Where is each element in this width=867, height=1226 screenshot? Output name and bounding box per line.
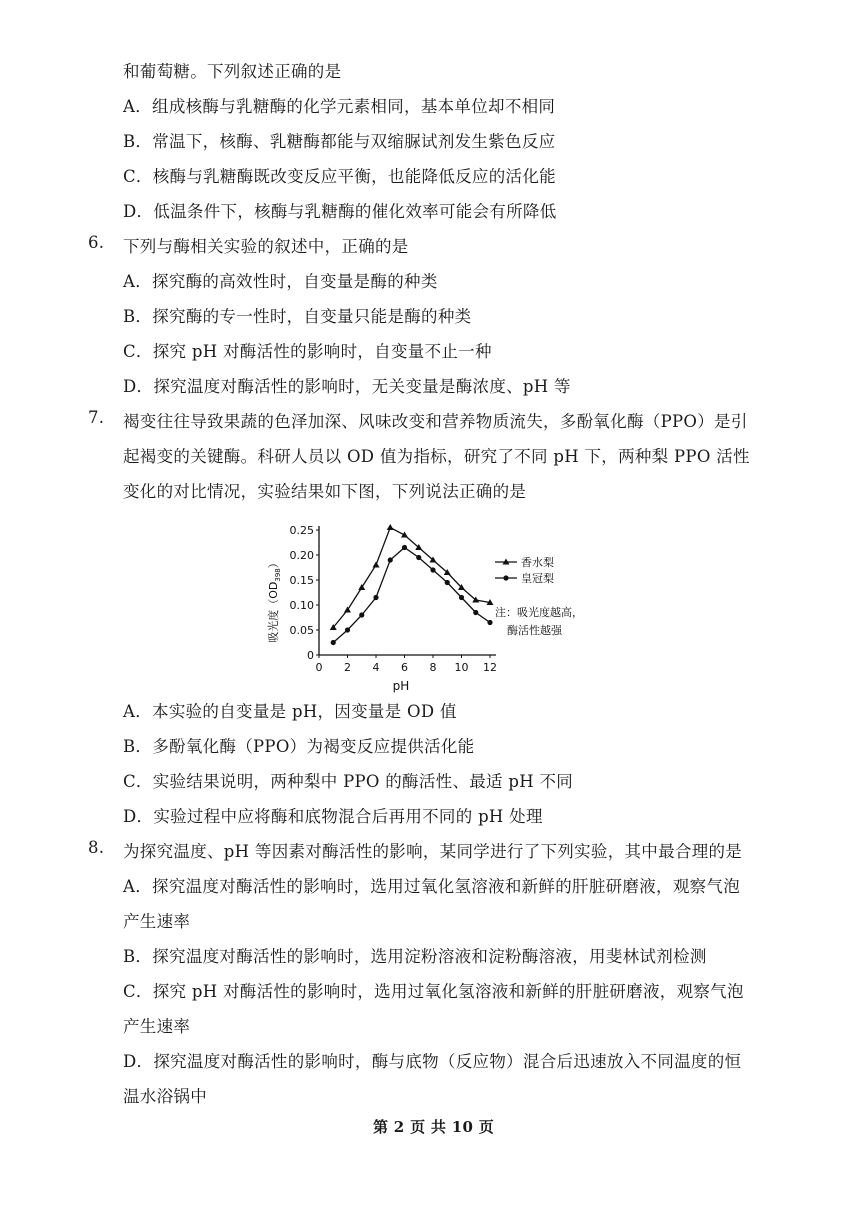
data-point bbox=[373, 595, 378, 600]
series-line bbox=[333, 528, 490, 628]
q5-option-c: C．核酶与乳糖酶既改变反应平衡，也能降低反应的活化能 bbox=[123, 167, 556, 186]
q8-number: 8. bbox=[88, 838, 105, 857]
ph-od-chart bbox=[255, 520, 615, 695]
x-axis-label: pH bbox=[392, 679, 410, 693]
legend-marker bbox=[503, 575, 508, 580]
q7-stem-line1: 褐变往往导致果蔬的色泽加深、风味改变和营养物质流失，多酚氧化酶（PPO）是引 bbox=[123, 412, 748, 431]
legend-label: 皇冠梨 bbox=[521, 572, 554, 585]
data-point bbox=[416, 555, 421, 560]
data-point bbox=[445, 580, 450, 585]
data-point bbox=[402, 545, 407, 550]
q5-stem-tail: 和葡萄糖。下列叙述正确的是 bbox=[123, 62, 342, 81]
q6-number: 6. bbox=[88, 233, 105, 252]
q6-stem: 下列与酶相关实验的叙述中，正确的是 bbox=[123, 237, 409, 256]
y-axis-label: 吸光度$(OD_{398})$ bbox=[267, 557, 282, 643]
chart-note-line2: 酶活性越强 bbox=[507, 624, 562, 637]
data-point bbox=[430, 567, 435, 572]
y-tick-label: 0.10 bbox=[289, 599, 314, 612]
x-tick-label: 8 bbox=[429, 661, 437, 674]
q5-option-d: D．低温条件下，核酶与乳糖酶的催化效率可能会有所降低 bbox=[123, 202, 557, 221]
y-tick-label: 0.25 bbox=[289, 524, 314, 537]
chart-series bbox=[330, 524, 494, 645]
q7-stem-line2: 起褐变的关键酶。科研人员以 OD 值为指标，研究了不同 pH 下，两种梨 PPO 活性 bbox=[123, 447, 750, 466]
data-point bbox=[344, 607, 351, 613]
q7-option-b: B．多酚氧化酶（PPO）为褐变反应提供活化能 bbox=[123, 737, 475, 756]
q8-option-a-line2: 产生速率 bbox=[123, 912, 191, 931]
q7-option-d: D．实验过程中应将酶和底物混合后再用不同的 pH 处理 bbox=[123, 807, 543, 826]
y-tick-label: 0.15 bbox=[289, 574, 314, 587]
chart-legend bbox=[495, 555, 554, 585]
q8-option-b: B．探究温度对酶活性的影响时，选用淀粉溶液和淀粉酶溶液，用斐林试剂检测 bbox=[123, 947, 707, 966]
x-tick-label: 2 bbox=[344, 661, 351, 674]
chart-axes bbox=[319, 526, 496, 655]
x-tick-label: 0 bbox=[315, 661, 323, 674]
data-point bbox=[358, 584, 365, 590]
q6-option-b: B．探究酶的专一性时，自变量只能是酶的种类 bbox=[123, 307, 472, 326]
q8-option-c-line1: C．探究 pH 对酶活性的影响时，选用过氧化氢溶液和新鲜的肝脏研磨液，观察气泡 bbox=[123, 982, 744, 1001]
data-point bbox=[331, 640, 336, 645]
data-point bbox=[373, 562, 380, 568]
page-footer: 第 2 页 共 10 页 bbox=[372, 1118, 495, 1136]
data-point bbox=[388, 557, 393, 562]
x-tick-label: 12 bbox=[483, 661, 497, 674]
q7-number: 7. bbox=[88, 408, 105, 427]
x-tick-label: 6 bbox=[401, 661, 408, 674]
q7-option-a: A．本实验的自变量是 pH，因变量是 OD 值 bbox=[123, 702, 457, 721]
data-point bbox=[359, 612, 364, 617]
q6-option-d: D．探究温度对酶活性的影响时，无关变量是酶浓度、pH 等 bbox=[123, 377, 571, 396]
q8-option-a-line1: A．探究温度对酶活性的影响时，选用过氧化氢溶液和新鲜的肝脏研磨液，观察气泡 bbox=[123, 877, 741, 896]
y-tick-label: 0 bbox=[307, 649, 314, 662]
chart-ticks bbox=[290, 524, 498, 674]
y-tick-label: 0.05 bbox=[289, 624, 314, 637]
legend-label: 香水梨 bbox=[521, 556, 554, 569]
q8-stem: 为探究温度、pH 等因素对酶活性的影响，某同学进行了下列实验，其中最合理的是 bbox=[123, 842, 743, 861]
q5-option-a: A．组成核酶与乳糖酶的化学元素相同，基本单位却不相同 bbox=[123, 97, 556, 116]
q6-option-a: A．探究酶的高效性时，自变量是酶的种类 bbox=[123, 272, 438, 291]
q6-option-c: C．探究 pH 对酶活性的影响时，自变量不止一种 bbox=[123, 342, 492, 361]
data-point bbox=[401, 532, 408, 538]
data-point bbox=[459, 595, 464, 600]
x-tick-label: 4 bbox=[372, 661, 380, 674]
data-point bbox=[473, 610, 478, 615]
q5-option-b: B．常温下，核酶、乳糖酶都能与双缩脲试剂发生紫色反应 bbox=[123, 132, 556, 151]
x-tick-label: 10 bbox=[454, 661, 469, 674]
data-point bbox=[345, 627, 350, 632]
chart-note-line1: 注：吸光度越高， bbox=[495, 606, 583, 619]
q8-option-d-line2: 温水浴锅中 bbox=[123, 1087, 207, 1106]
q7-stem-line3: 变化的对比情况，实验结果如下图，下列说法正确的是 bbox=[123, 482, 527, 501]
q8-option-c-line2: 产生速率 bbox=[123, 1017, 191, 1036]
q8-option-d-line1: D．探究温度对酶活性的影响时，酶与底物（反应物）混合后迅速放入不同温度的恒 bbox=[123, 1052, 742, 1071]
q7-option-c: C．实验结果说明，两种梨中 PPO 的酶活性、最适 pH 不同 bbox=[123, 772, 574, 791]
data-point bbox=[487, 620, 492, 625]
data-point bbox=[387, 524, 394, 530]
y-tick-label: 0.20 bbox=[289, 549, 314, 562]
